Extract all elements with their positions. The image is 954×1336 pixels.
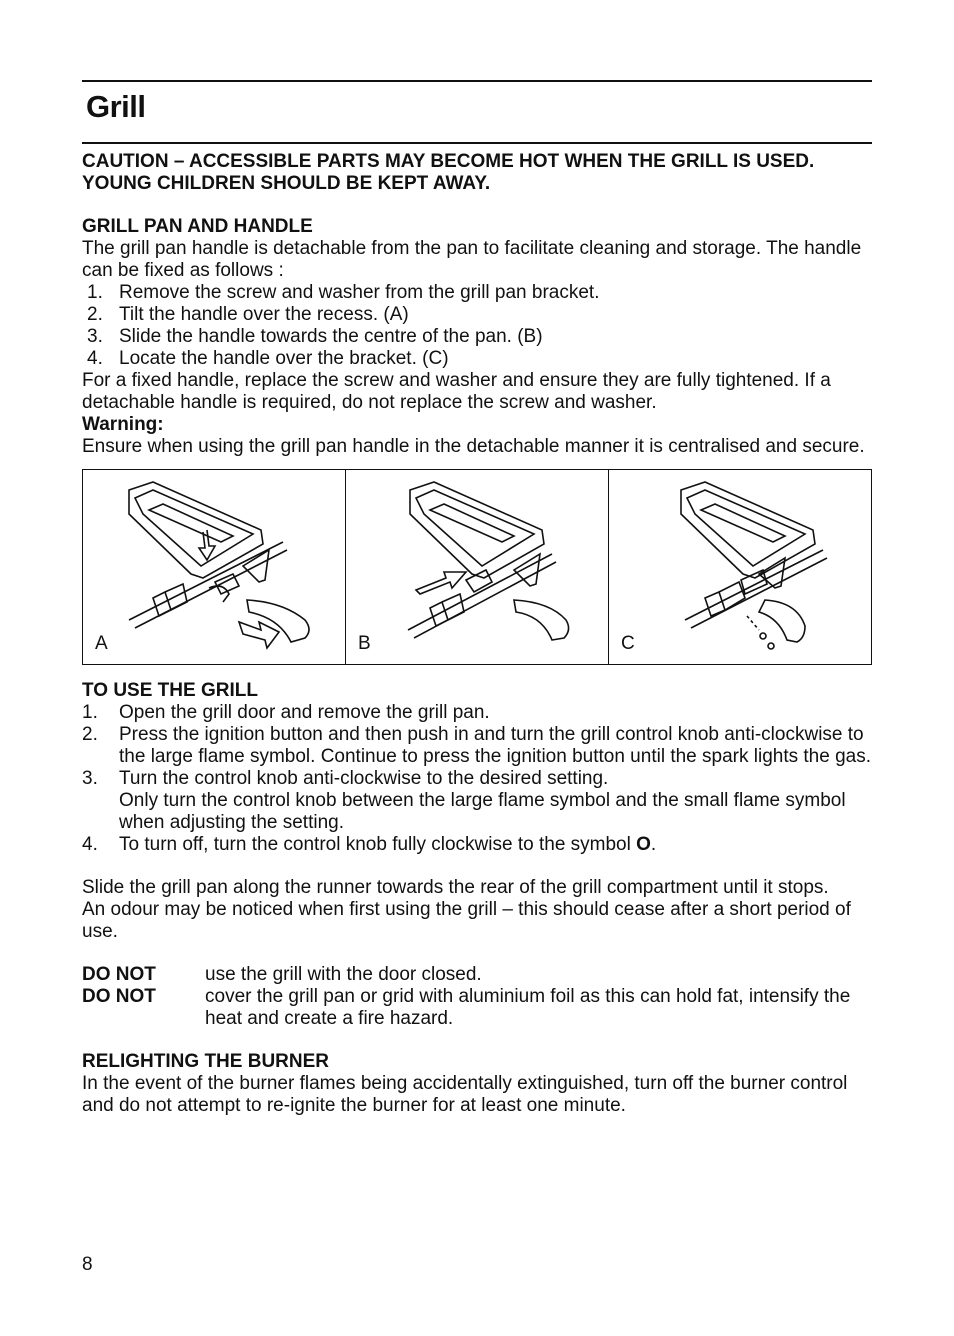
figure-label-c: C [621, 633, 635, 654]
donot-row: DO NOT use the grill with the door closed. [82, 964, 482, 985]
odour-paragraph: An odour may be noticed when first using the grill – this should cease after a short period of use. [82, 899, 851, 942]
grill-pan-steps [82, 282, 872, 370]
list-item: Only turn the control knob between the large flame symbol and the small flame symbol when adjusting the setting. [119, 790, 846, 833]
page-content [82, 151, 872, 1117]
list-item: 4. Locate the handle over the bracket. (C) [87, 348, 449, 369]
use-grill-steps [82, 702, 872, 856]
list-item: 2. Tilt the handle over the recess. (A) [87, 304, 409, 325]
list-item: 2. Press the ignition button and then push in and turn the grill control knob anti-clockwise to the large flame symbol. Continue to press the ignition button until the spark lights the gas. [82, 724, 871, 767]
list-item: 3. Slide the handle towards the centre of the pan. (B) [87, 326, 543, 347]
warning-label: Warning: [82, 414, 164, 435]
use-grill-heading: TO USE THE GRILL [82, 680, 258, 701]
off-symbol: O [636, 834, 651, 855]
list-item: 4. To turn off, turn the control knob fully clockwise to the symbol O. [82, 834, 657, 855]
figure-b [346, 470, 609, 664]
warning-text: Ensure when using the grill pan handle in the detachable manner it is centralised and secure. [82, 436, 865, 457]
relight-text: In the event of the burner flames being accidentally extinguished, turn off the burner control and do not attempt to re-ignite the burner for at least one minute. [82, 1073, 848, 1116]
caution-line-1: CAUTION – ACCESSIBLE PARTS MAY BECOME HOT WHEN THE GRILL IS USED. [82, 151, 815, 172]
top-rule [82, 80, 872, 82]
grill-pan-illustration-a [83, 470, 345, 664]
grill-pan-after: For a fixed handle, replace the screw and washer and ensure they are fully tightened. If a detachable handle is required, do not replace the screw and washer. [82, 370, 831, 413]
list-item: 1. Open the grill door and remove the grill pan. [82, 702, 490, 723]
list-item: 3. Turn the control knob anti-clockwise to the desired setting. [82, 768, 609, 789]
grill-pan-intro: The grill pan handle is detachable from the pan to facilitate cleaning and storage. The handle can be fixed as follows : [82, 238, 862, 281]
slide-paragraph: Slide the grill pan along the runner towards the rear of the grill compartment until it stops. [82, 877, 829, 898]
caution-line-2: YOUNG CHILDREN SHOULD BE KEPT AWAY. [82, 173, 491, 194]
title-rule [82, 142, 872, 144]
relight-heading: RELIGHTING THE BURNER [82, 1051, 329, 1072]
grill-pan-heading: GRILL PAN AND HANDLE [82, 216, 313, 237]
figure-label-b: B [358, 633, 371, 654]
donot-row: DO NOT cover the grill pan or grid with aluminium foil as this can hold fat, intensify the heat and create a fire hazard. [82, 986, 851, 1029]
page-number: 8 [82, 1254, 93, 1275]
handle-figures [82, 469, 872, 665]
figure-a [83, 470, 346, 664]
figure-label-a: A [95, 633, 108, 654]
page-title: Grill [86, 89, 146, 124]
grill-pan-illustration-c [609, 470, 871, 664]
list-item: 1. Remove the screw and washer from the grill pan bracket. [87, 282, 600, 303]
grill-pan-illustration-b [346, 470, 608, 664]
figure-c [609, 470, 871, 664]
